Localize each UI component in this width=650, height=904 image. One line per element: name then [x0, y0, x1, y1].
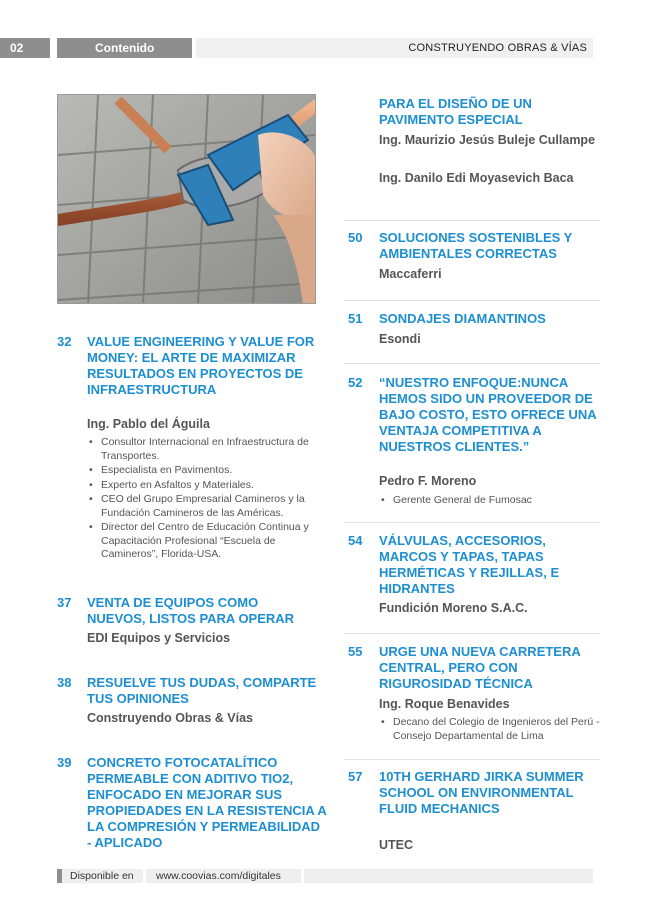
credential-item: • CEO del Grupo Empresarial Camineros y la Fundación Camineros de las Américas. [87, 493, 327, 520]
toc-entry[interactable] [348, 533, 598, 623]
entry-title[interactable]: VALUE ENGINEERING Y VALUE FOR MONEY: EL ARTE DE MAXIMIZAR RESULTADOS EN PROYECTOS DE INFRAESTRUCTURA [87, 334, 315, 397]
toc-entry[interactable] [348, 311, 598, 351]
section-title: Contenido [57, 38, 192, 58]
entry-page-number: 50 [348, 230, 363, 245]
credential-item: • Consultor Internacional en Infraestructura de Transportes. [87, 436, 327, 463]
entry-title[interactable]: PARA EL DISEÑO DE UN PAVIMENTO ESPECIAL [379, 96, 532, 127]
toc-entry[interactable] [348, 375, 598, 515]
author-credentials [379, 716, 609, 744]
entry-author: Ing. Roque Benavides [379, 697, 510, 711]
author-credentials [87, 436, 327, 563]
entry-title[interactable]: “NUESTRO ENFOQUE:NUNCA HEMOS SIDO UN PROVEEDOR DE BAJO COSTO, ESTO OFRECE UNA VENTAJA COMPETITIVA A NUESTROS CLIENTES.” [379, 375, 597, 454]
entry-author: Ing. Maurizio Jesús Buleje Cullampe [379, 133, 596, 147]
toc-entry[interactable] [57, 675, 327, 735]
entry-title[interactable]: RESUELVE TUS DUDAS, COMPARTE TUS OPINIONES [87, 675, 317, 706]
entry-title[interactable]: 10TH GERHARD JIRKA SUMMER SCHOOL ON ENVIRONMENTAL FLUID MECHANICS [379, 769, 584, 816]
entry-author: Esondi [379, 332, 421, 346]
article-photo [57, 94, 316, 304]
toc-entry[interactable] [57, 334, 327, 574]
entry-author: Ing. Pablo del Águila [87, 417, 210, 431]
page-header [0, 38, 650, 58]
divider [344, 633, 600, 634]
entry-author: EDI Equipos y Servicios [87, 631, 231, 645]
entry-page-number: 37 [57, 595, 72, 610]
entry-title[interactable]: URGE UNA NUEVA CARRETERA CENTRAL, PERO CON RIGUROSIDAD TÉCNICA [379, 644, 581, 691]
entry-author: Construyendo Obras & Vías [87, 711, 254, 725]
entry-page-number: 52 [348, 375, 363, 390]
divider [344, 363, 600, 364]
footer-bar [304, 869, 593, 883]
credential-item: • Experto en Asfaltos y Materiales. [87, 479, 327, 493]
divider [344, 220, 600, 221]
entry-page-number: 57 [348, 769, 363, 784]
entry-title[interactable]: VENTA DE EQUIPOS COMO NUEVOS, LISTOS PARA OPERAR [87, 595, 295, 626]
footer-link[interactable]: www.coovias.com/digitales [146, 869, 301, 883]
entry-author: Fundición Moreno S.A.C. [379, 601, 528, 615]
entry-title[interactable]: SOLUCIONES SOSTENIBLES Y AMBIENTALES CORRECTAS [379, 230, 573, 261]
footer-label: Disponible en [62, 869, 143, 883]
magazine-title: CONSTRUYENDO OBRAS & VÍAS [196, 38, 593, 58]
divider [344, 300, 600, 301]
toc-entry[interactable] [348, 96, 598, 206]
toc-entry[interactable] [57, 755, 332, 855]
credential-item: • Gerente General de Fumosac [379, 494, 609, 508]
author-credentials [379, 494, 609, 509]
credential-item: • Decano del Colegio de Ingenieros del Perú - Consejo Departamental de Lima [379, 716, 609, 743]
entry-page-number: 54 [348, 533, 363, 548]
toc-entry[interactable] [348, 644, 598, 754]
credential-item: • Director del Centro de Educación Continua y Capacitación Profesional “Escuela de Camineros”, Florida-USA. [87, 521, 327, 562]
divider [344, 759, 600, 760]
entry-page-number: 51 [348, 311, 363, 326]
entry-title[interactable]: SONDAJES DIAMANTINOS [379, 311, 546, 326]
toc-entry[interactable] [348, 769, 598, 859]
divider [344, 522, 600, 523]
page-number: 02 [0, 38, 50, 58]
page-footer [0, 869, 650, 883]
entry-page-number: 39 [57, 755, 72, 770]
entry-page-number: 55 [348, 644, 363, 659]
entry-title[interactable]: CONCRETO FOTOCATALÍTICO PERMEABLE CON ADITIVO TIO2, ENFOCADO EN MEJORAR SUS PROPIEDADES EN LA RESISTENCIA A LA COMPRESIÓN Y PERMEABILIDAD - APLICADO [87, 755, 327, 850]
entry-page-number: 32 [57, 334, 72, 349]
toc-entry[interactable] [348, 230, 598, 290]
entry-author: Pedro F. Moreno [379, 474, 477, 488]
entry-author: Maccaferri [379, 267, 442, 281]
entry-title[interactable]: VÁLVULAS, ACCESORIOS, MARCOS Y TAPAS, TAPAS HERMÉTICAS Y REJILLAS, E HIDRANTES [379, 533, 560, 596]
credential-item: • Especialista en Pavimentos. [87, 464, 327, 478]
toc-entry[interactable] [57, 595, 327, 655]
entry-author: UTEC [379, 838, 414, 852]
entry-page-number: 38 [57, 675, 72, 690]
entry-author: Ing. Danilo Edi Moyasevich Baca [379, 171, 574, 185]
